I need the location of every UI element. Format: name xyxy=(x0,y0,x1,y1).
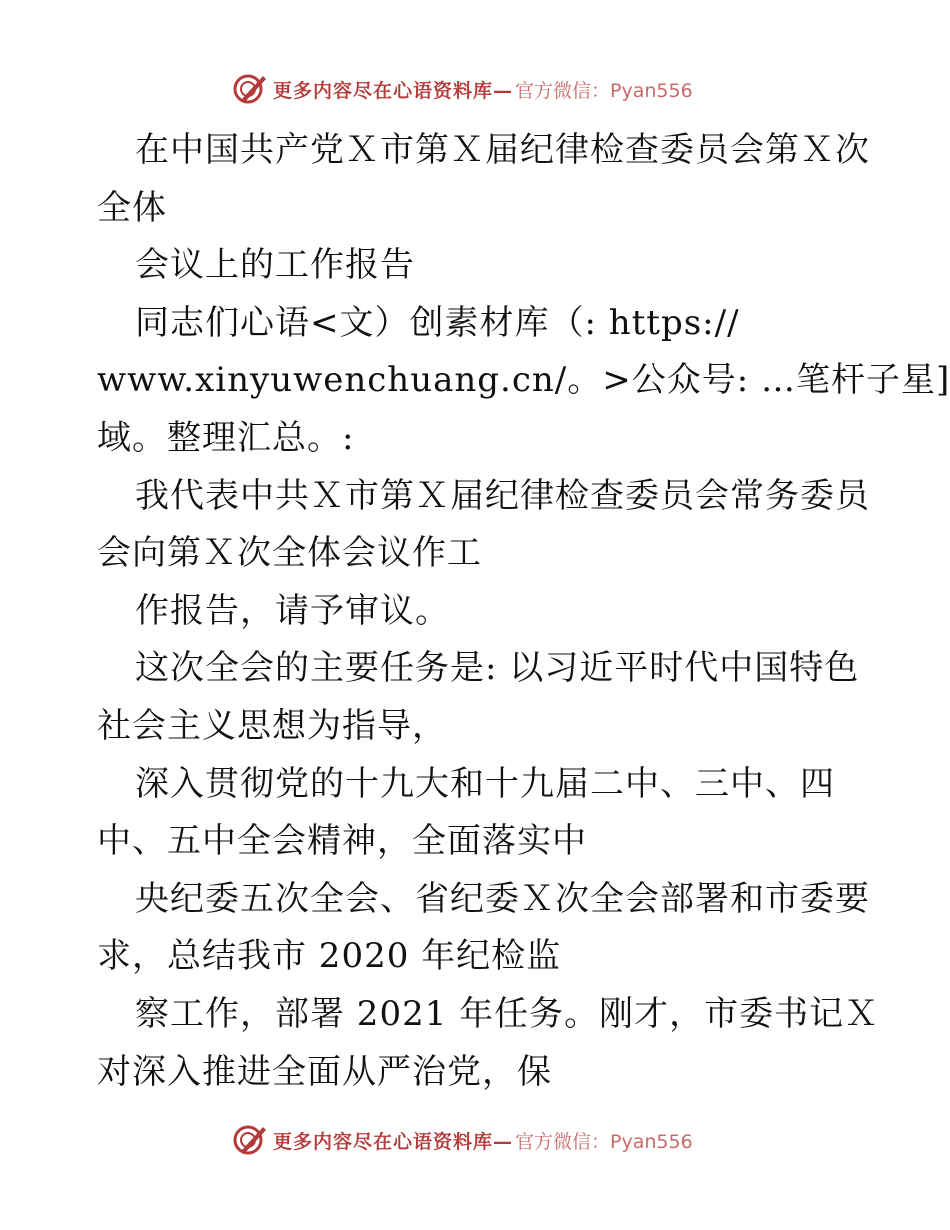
body-line: 求，总结我市 2020 年纪检监 xyxy=(97,936,562,977)
pen-logo-icon xyxy=(233,72,267,106)
body-line: www.xinyuwenchuang.cn/。>公众号: …笔杆子星] xyxy=(97,360,950,401)
body-line: 社会主义思想为指导， xyxy=(97,705,447,746)
footer-watermark xyxy=(233,1122,693,1158)
body-line: 对深入推进全面从严治党，保 xyxy=(97,1051,552,1092)
body-line: 我代表中共Ｘ市第Ｘ届纪律检查委员会常务委员 xyxy=(135,475,870,516)
body-line: 域。整理汇总。: xyxy=(97,417,355,458)
document-body xyxy=(97,122,950,1101)
pen-logo-icon xyxy=(233,1123,267,1157)
body-line: 深入贯彻党的十九大和十九届二中、三中、四 xyxy=(135,763,835,804)
watermark-text: 更多内容尽在心语资料库— xyxy=(273,79,514,102)
body-line: 作报告，请予审议。 xyxy=(135,590,450,631)
body-line: 会议上的工作报告 xyxy=(135,245,415,286)
body-line: 在中国共产党Ｘ市第Ｘ届纪律检查委员会第Ｘ次 xyxy=(135,130,870,170)
body-line: 央纪委五次全会、省纪委Ｘ次全会部署和市委要 xyxy=(135,878,870,919)
watermark-wechat: 官方微信：Pyan556 xyxy=(515,1130,693,1153)
watermark-text: 更多内容尽在心语资料库— xyxy=(273,1130,514,1153)
header-watermark xyxy=(233,71,693,107)
body-line: 这次全会的主要任务是: 以习近平时代中国特色 xyxy=(135,648,860,689)
body-line: 中、五中全会精神，全面落实中 xyxy=(97,821,587,862)
body-line: 会向第Ｘ次全体会议作工 xyxy=(97,533,482,574)
watermark-wechat: 官方微信：Pyan556 xyxy=(515,79,693,102)
body-line: 察工作，部署 2021 年任务。刚才，市委书记Ｘ xyxy=(135,993,880,1034)
body-line: 同志们心语<文）创素材库（: https:// xyxy=(135,302,740,343)
body-line: 全体 xyxy=(97,187,167,228)
